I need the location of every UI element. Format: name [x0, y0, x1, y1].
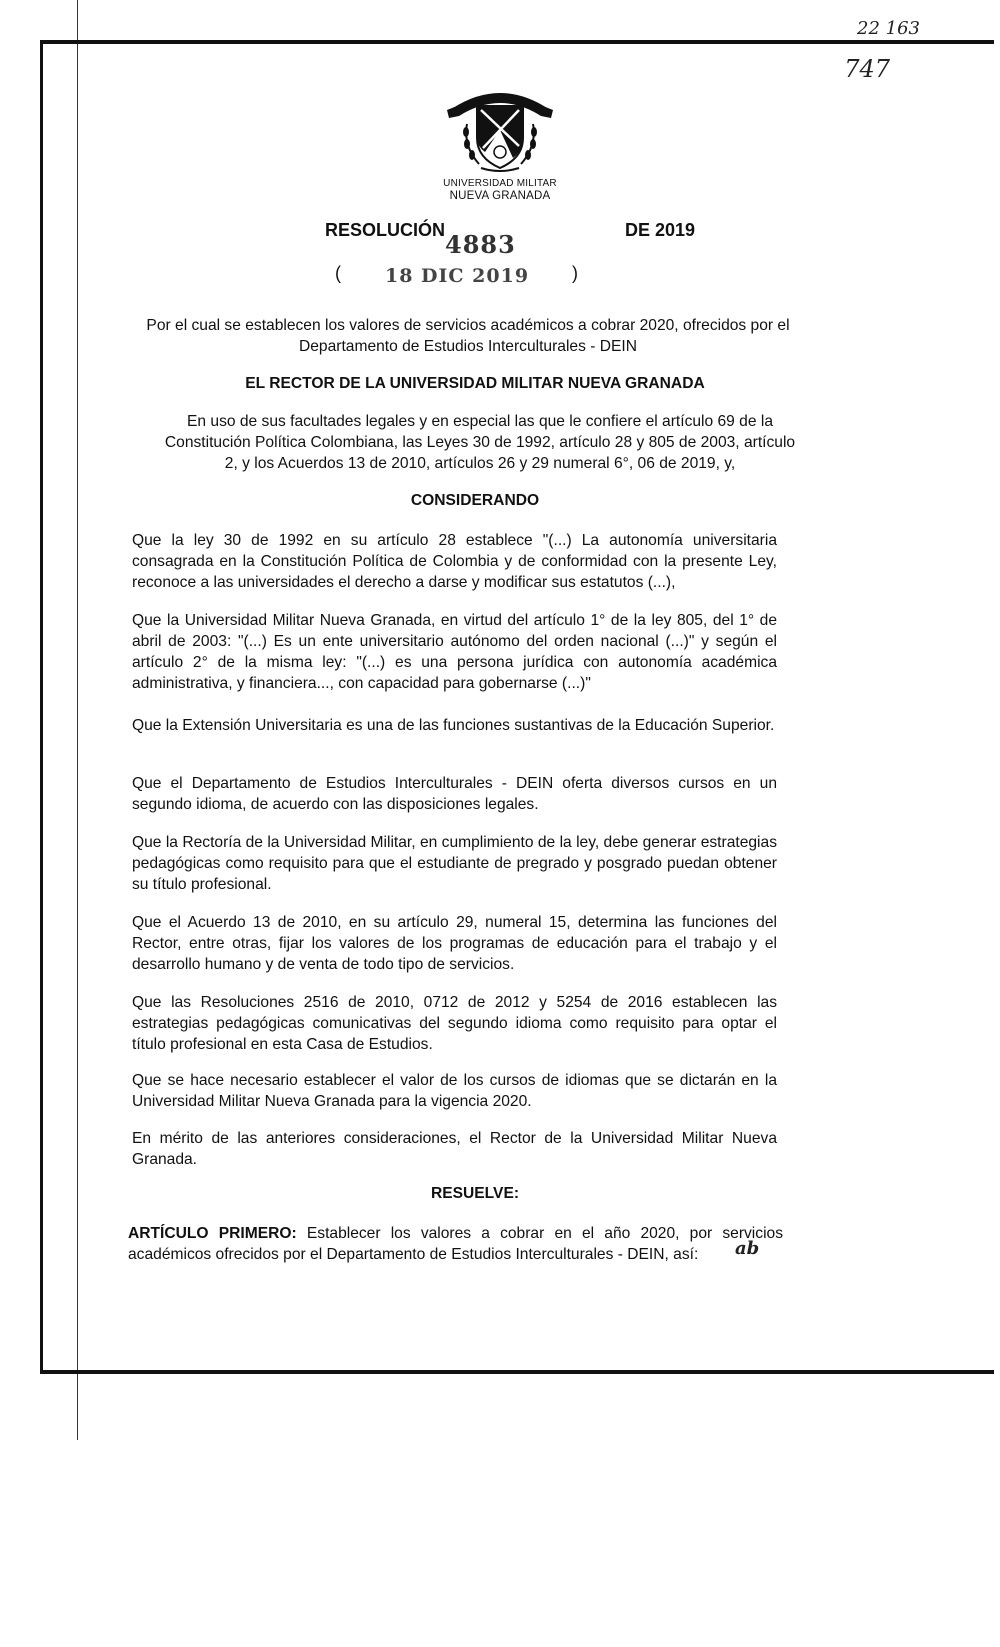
- article-first-text: Establecer los valores a cobrar en el año 2020, por servicios académicos ofrecidos por el Departamento de Estudios Interculturales - DEIN, así:: [128, 1225, 784, 1263]
- university-name-line2: NUEVA GRANADA: [449, 190, 551, 202]
- considerando-paragraph: Que la Universidad Militar Nueva Granada, en virtud del artículo 1° de la ley 805, del 1° de abril de 2003: "(...) Es un ente universitario autónomo del orden nacional (...)" y según el artículo 2° de la misma ley: "(...) es una persona jurídica con autonomía académica administrativa, y financiera..., con capacidad para gobernarse (...)": [132, 612, 777, 692]
- resolution-label: RESOLUCIÓN: [325, 220, 446, 240]
- handwritten-folio-number: 747: [844, 55, 890, 83]
- resuelve-heading: RESUELVE:: [430, 1185, 520, 1202]
- considerando-paragraph: Que las Resoluciones 2516 de 2010, 0712 de 2012 y 5254 de 2016 establecen las estrategias pedagógicas comunicativas del segundo idioma como requisito para optar el título profesional en esta Casa de Estudios.: [132, 994, 777, 1053]
- resolution-year: DE 2019: [625, 220, 696, 240]
- considerando-paragraph: Que el Departamento de Estudios Interculturales - DEIN oferta diversos cursos en un segundo idioma, de acuerdo con las disposiciones legales.: [132, 775, 777, 813]
- university-shield-logo-icon: [445, 80, 555, 175]
- university-logo: [430, 80, 570, 203]
- considerando-paragraph: Que la Rectoría de la Universidad Militar, en cumplimiento de la ley, debe generar estrategias pedagógicas como requisito para que el estudiante de pregrado y posgrado puedan obtener su título profesional.: [132, 834, 777, 893]
- handwritten-initials: ab: [735, 1238, 760, 1259]
- legal-powers-paragraph: En uso de sus facultades legales y en especial las que le confiere el artículo 69 de la Constitución Política Colombiana, las Leyes 30 de 1992, artículo 28 y 805 de 2003, artículo 2, y los Acuerdos 13 de 2010, artículos 26 y 29 numeral 6°, 06 de 2019, y,: [164, 413, 796, 472]
- rector-heading: EL RECTOR DE LA UNIVERSIDAD MILITAR NUEVA GRANADA: [245, 375, 705, 392]
- considerando-paragraph: Que se hace necesario establecer el valor de los cursos de idiomas que se dictarán en la Universidad Militar Nueva Granada para la vigencia 2020.: [132, 1072, 777, 1110]
- date-stamp: 18 DIC 2019: [385, 265, 530, 287]
- resolution-number-stamp: 4883: [445, 230, 516, 259]
- considerando-paragraph: Que el Acuerdo 13 de 2010, en su artículo 29, numeral 15, determina las funciones del Rector, entre otras, fijar los valores de los programas de educación para el trabajo y el desarrollo humano y de venta de todo tipo de servicios.: [132, 914, 777, 973]
- article-first: [128, 1223, 783, 1265]
- university-name-line1: UNIVERSIDAD MILITAR: [443, 178, 557, 189]
- article-first-label: ARTÍCULO PRIMERO:: [128, 1225, 297, 1242]
- considerando-paragraph: En mérito de las anteriores consideraciones, el Rector de la Universidad Militar Nueva Granada.: [132, 1130, 777, 1168]
- university-name: [430, 177, 570, 203]
- page-border-frame: [40, 40, 994, 1374]
- resolution-subject: Por el cual se establecen los valores de servicios académicos a cobrar 2020, ofrecidos por el Departamento de Estudios Interculturales - DEIN: [146, 317, 790, 355]
- considerando-paragraph: Que la ley 30 de 1992 en su artículo 28 establece "(...) La autonomía universitaria consagrada en la Constitución Política de Colombia y de conformidad con la presente Ley, reconoce a las universidades el derecho a darse y modificar sus estatutos (...),: [132, 532, 777, 591]
- considerando-paragraph: Que la Extensión Universitaria es una de las funciones sustantivas de la Educación Superior.: [132, 717, 775, 734]
- date-open-paren: (: [335, 263, 341, 283]
- handwritten-annotation-top: 22 163: [857, 18, 920, 39]
- date-close-paren: ): [572, 263, 578, 283]
- considerando-heading: CONSIDERANDO: [410, 492, 540, 509]
